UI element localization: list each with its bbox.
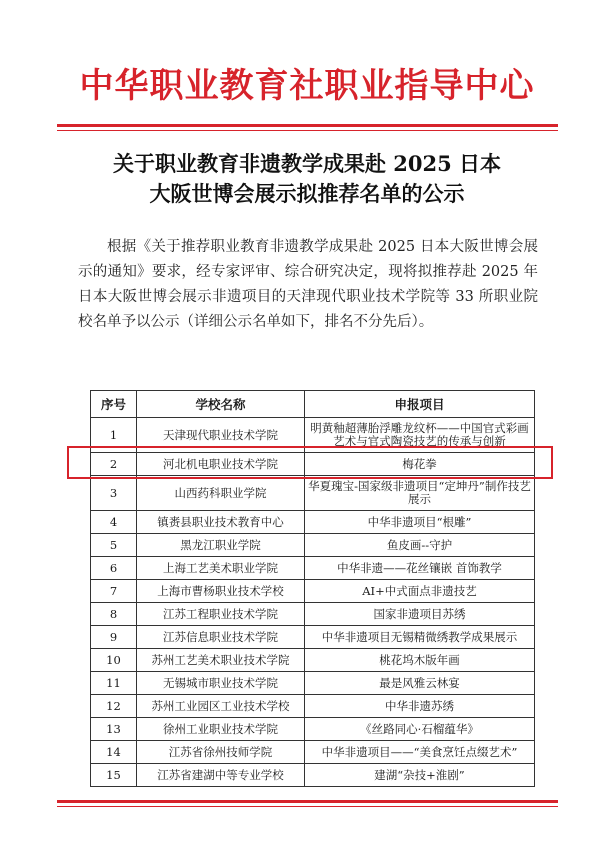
row-project: 鱼皮画--守护 xyxy=(305,534,535,557)
row-project: AI+中式面点非遗技艺 xyxy=(305,580,535,603)
doc-title-line1: 关于职业教育非遗教学成果赴 2025 日本 xyxy=(112,151,502,176)
doc-body: 根据《关于推荐职业教育非遗教学成果赴 2025 日本大阪世博会展示的通知》要求，经专家评审、综合研究决定，现将拟推荐赴 2025 年日本大阪世博会展示非遗项目的天津现代职业技术学院等 33 所职业院校名单予以公示（详细公示名单如下，排名不分先后）。 xyxy=(78,239,538,330)
row-project: 桃花坞木版年画 xyxy=(305,649,535,672)
row-school: 徐州工业职业技术学院 xyxy=(137,718,305,741)
row-school: 无锡城市职业技术学院 xyxy=(137,672,305,695)
row-number: 8 xyxy=(91,603,137,626)
doc-title-line2: 大阪世博会展示拟推荐名单的公示 xyxy=(149,181,465,206)
school-table xyxy=(90,390,535,787)
row-number: 15 xyxy=(91,764,137,787)
row-project: 中华非遗项目无锡精微绣教学成果展示 xyxy=(305,626,535,649)
table-row xyxy=(91,511,535,534)
row-project: 中华非遗项目“根雕” xyxy=(305,511,535,534)
row-number: 3 xyxy=(91,476,137,511)
row-school: 苏州工业园区工业技术学校 xyxy=(137,695,305,718)
row-project: 国家非遗项目苏绣 xyxy=(305,603,535,626)
table-row xyxy=(91,764,535,787)
row-school: 江苏工程职业技术学院 xyxy=(137,603,305,626)
table-row xyxy=(91,580,535,603)
row-school: 镇赉县职业技术教育中心 xyxy=(137,511,305,534)
table-row xyxy=(91,672,535,695)
header-rule-thick xyxy=(57,124,558,127)
row-project: 中华非遗——花丝镶嵌 首饰教学 xyxy=(305,557,535,580)
row-number: 7 xyxy=(91,580,137,603)
row-number: 13 xyxy=(91,718,137,741)
row-school: 苏州工艺美术职业技术学院 xyxy=(137,649,305,672)
row-project: 最是风雅云林宴 xyxy=(305,672,535,695)
table-row xyxy=(91,418,535,453)
row-project: 建湖“杂技+淮剧” xyxy=(305,764,535,787)
footer-rule-thin xyxy=(57,806,558,807)
school-table-wrap xyxy=(90,390,534,787)
row-school: 江苏省徐州技师学院 xyxy=(137,741,305,764)
row-number: 11 xyxy=(91,672,137,695)
header-rule-thin xyxy=(57,130,558,131)
header-no: 序号 xyxy=(91,391,137,418)
row-number: 6 xyxy=(91,557,137,580)
org-header: 中华职业教育社职业指导中心 xyxy=(79,66,535,106)
table-row xyxy=(91,453,535,476)
row-school: 江苏省建湖中等专业学校 xyxy=(137,764,305,787)
row-number: 4 xyxy=(91,511,137,534)
row-number: 9 xyxy=(91,626,137,649)
table-header-row xyxy=(91,391,535,418)
footer-rule-thick xyxy=(57,800,558,803)
row-number: 12 xyxy=(91,695,137,718)
table-row xyxy=(91,534,535,557)
row-project: 中华非遗项目——“美食烹饪点缀艺术” xyxy=(305,741,535,764)
row-number: 5 xyxy=(91,534,137,557)
table-row xyxy=(91,649,535,672)
row-project: 明黄釉超薄胎浮雕龙纹杯——中国官式彩画艺术与官式陶瓷技艺的传承与创新 xyxy=(305,418,535,453)
table-body xyxy=(91,418,535,787)
row-school: 天津现代职业技术学院 xyxy=(137,418,305,453)
table-row xyxy=(91,557,535,580)
header-project: 申报项目 xyxy=(305,391,535,418)
row-number: 14 xyxy=(91,741,137,764)
row-number: 10 xyxy=(91,649,137,672)
row-school: 上海工艺美术职业学院 xyxy=(137,557,305,580)
table-row xyxy=(91,695,535,718)
table-row xyxy=(91,718,535,741)
header-school: 学校名称 xyxy=(137,391,305,418)
row-project: 中华非遗苏绣 xyxy=(305,695,535,718)
row-school: 江苏信息职业技术学院 xyxy=(137,626,305,649)
row-project: 《丝路同心·石榴蕴华》 xyxy=(305,718,535,741)
row-school: 黑龙江职业学院 xyxy=(137,534,305,557)
row-school: 上海市曹杨职业技术学校 xyxy=(137,580,305,603)
row-school: 山西药科职业学院 xyxy=(137,476,305,511)
row-school: 河北机电职业技术学院 xyxy=(137,453,305,476)
row-project: 梅花拳 xyxy=(305,453,535,476)
table-row xyxy=(91,741,535,764)
table-row xyxy=(91,476,535,511)
row-project: 华夏瑰宝-国家级非遗项目“定坤丹”制作技艺展示 xyxy=(305,476,535,511)
table-row xyxy=(91,603,535,626)
row-number: 1 xyxy=(91,418,137,453)
table-row xyxy=(91,626,535,649)
row-number: 2 xyxy=(91,453,137,476)
